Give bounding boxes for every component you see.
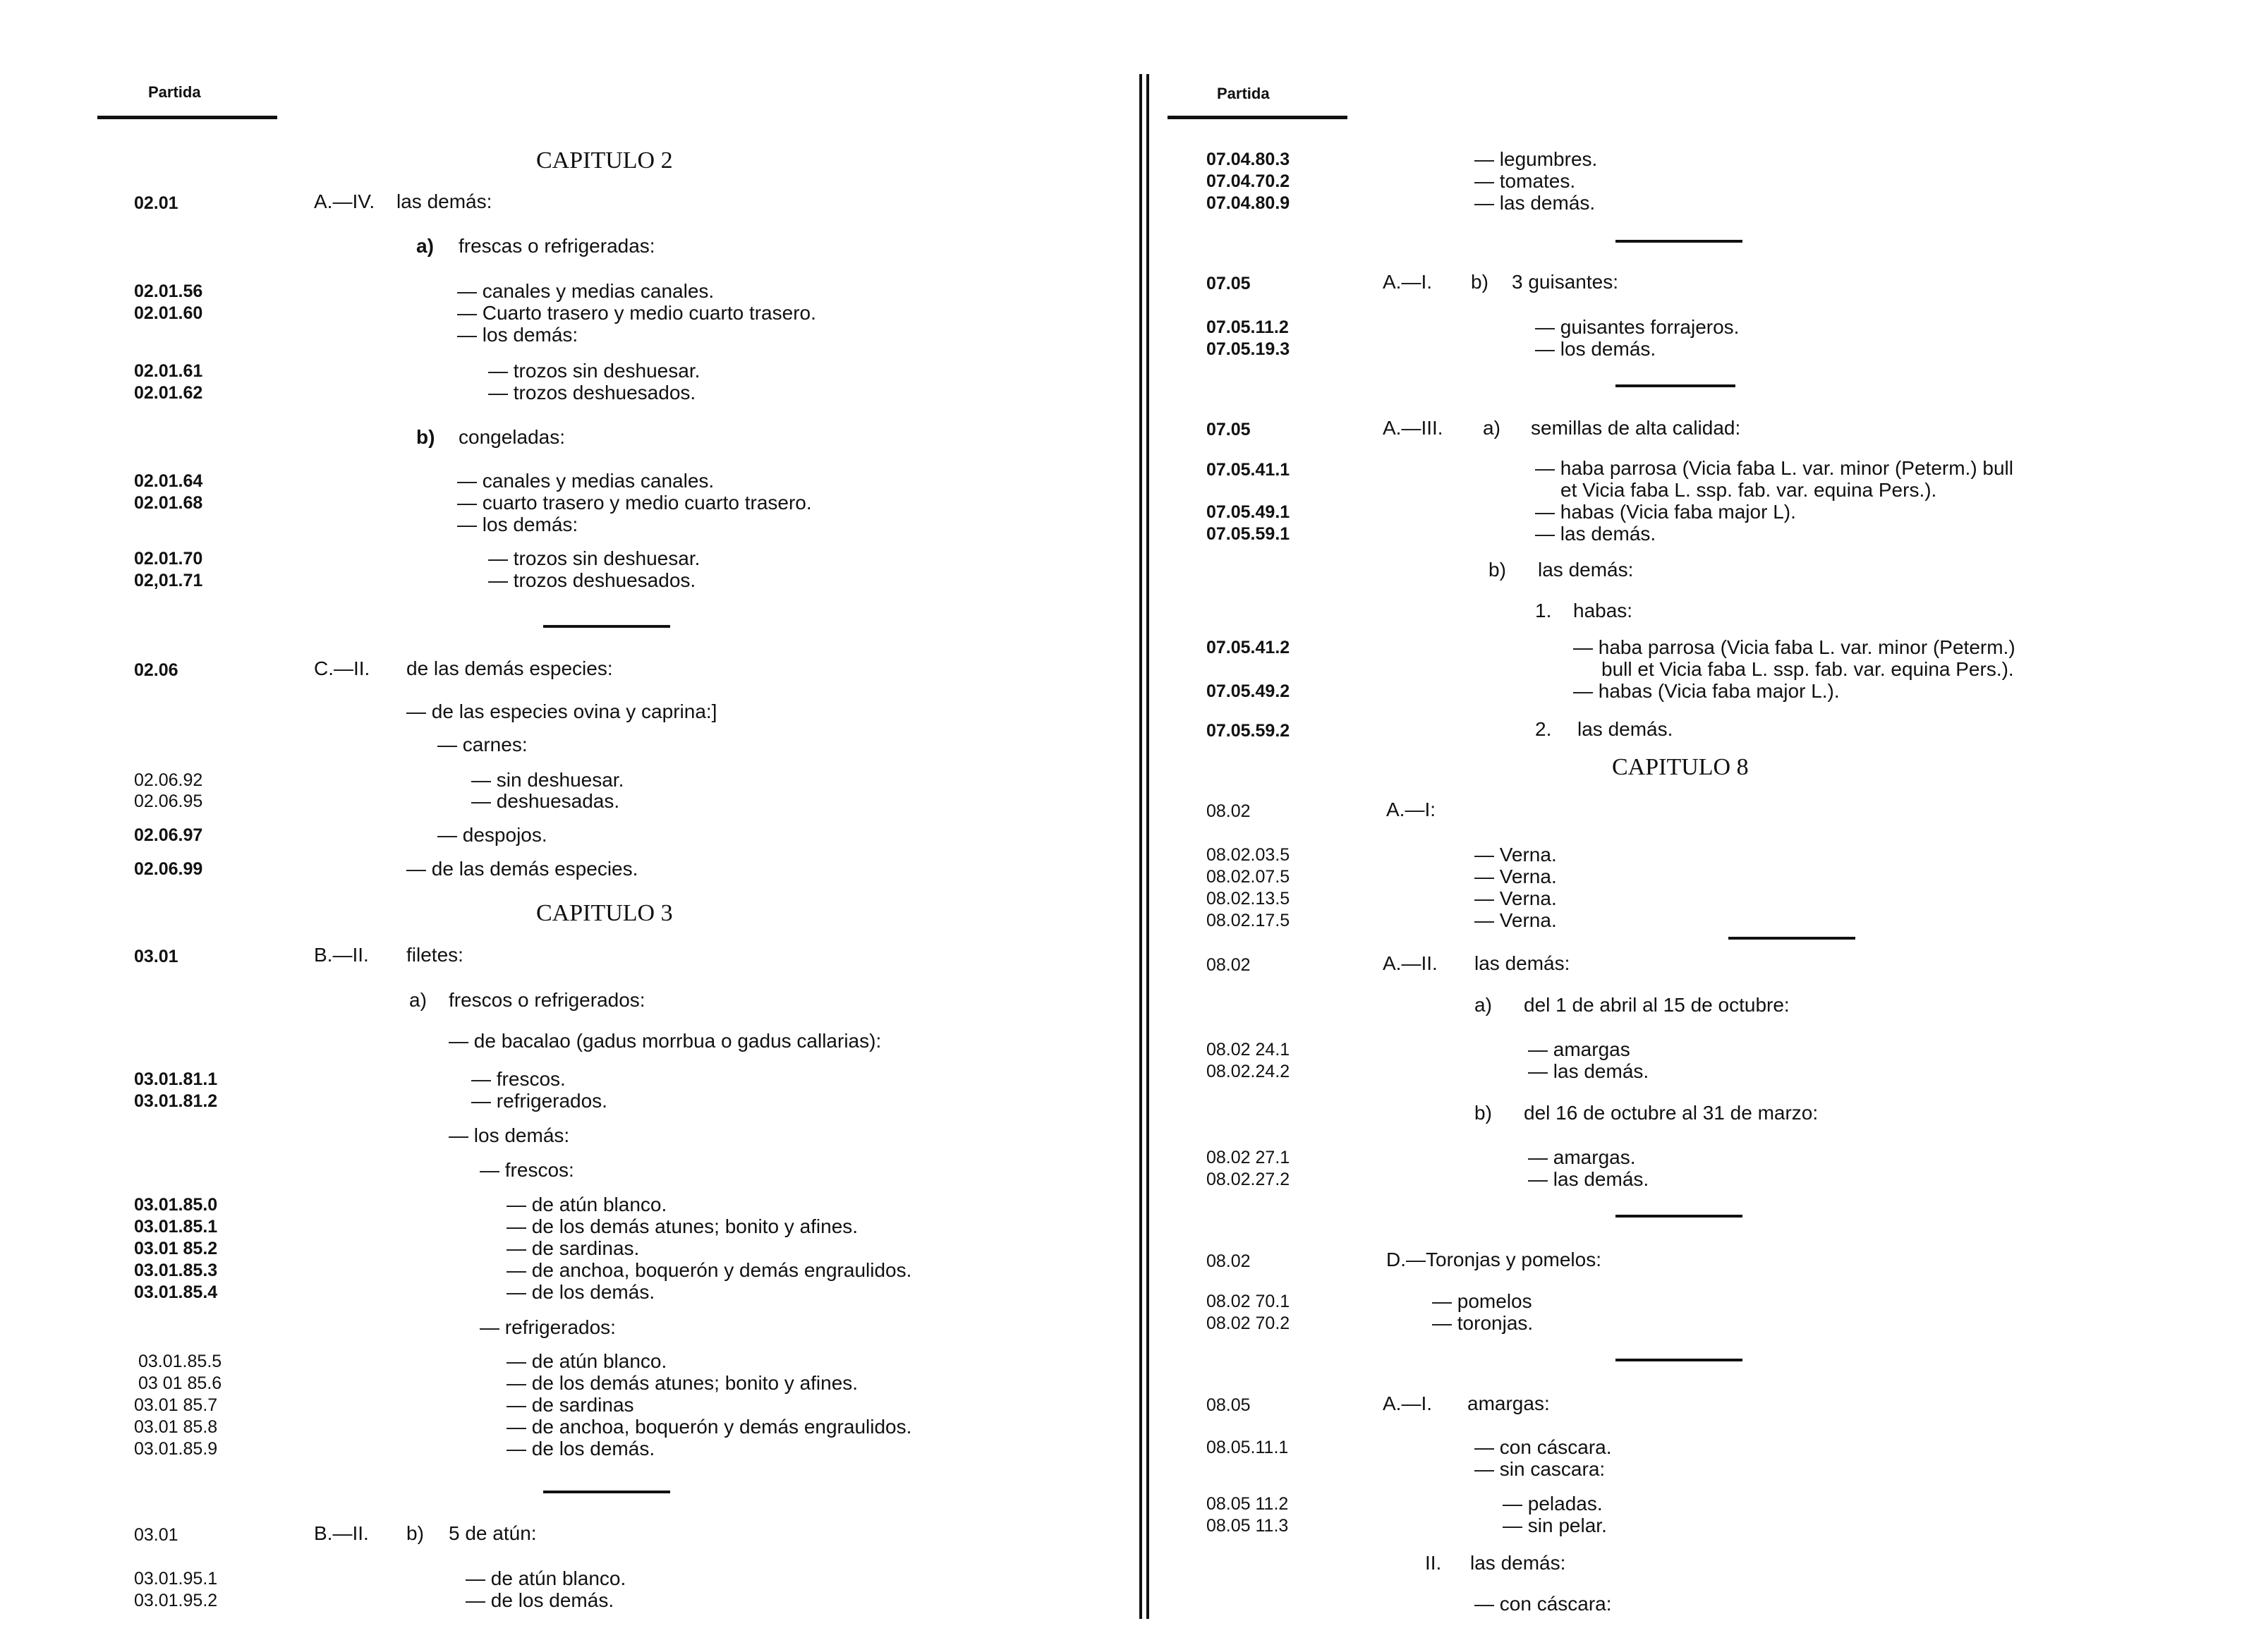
header-rule-left: [97, 116, 277, 119]
text-line: — refrigerados.: [471, 1090, 607, 1112]
code: 08.02.13.5: [1206, 889, 1290, 909]
section-label: B.—II.: [314, 944, 369, 966]
center-divider-line: [1146, 74, 1149, 1619]
text-line: — canales y medias canales.: [457, 280, 715, 302]
separator-rule: [1728, 937, 1855, 940]
code: 03.01.85.3: [134, 1261, 218, 1280]
item-letter: b): [1488, 559, 1506, 581]
partida-header-right: Partida: [1217, 85, 1270, 102]
code: 08.02 24.1: [1206, 1040, 1290, 1060]
text-line: — las demás.: [1535, 523, 1656, 545]
text-line: — de anchoa, boquerón y demás engraulidos.: [507, 1259, 912, 1281]
text-line: — pomelos: [1432, 1290, 1532, 1312]
text-line: — guisantes forrajeros.: [1535, 316, 1740, 338]
code: 03.01.95.2: [134, 1591, 218, 1610]
text-line: 5 de atún:: [449, 1522, 537, 1544]
section-label: A.—III.: [1383, 417, 1443, 439]
code: 07.05.49.1: [1206, 502, 1290, 522]
text-line: et Vicia faba L. ssp. fab. var. equina Pers.).: [1560, 479, 1937, 501]
code: 08.02.07.5: [1206, 867, 1290, 887]
code: 08.02 70.1: [1206, 1292, 1290, 1311]
text-line: — trozos sin deshuesar.: [488, 360, 701, 382]
text-line: — de las especies ovina y caprina:]: [406, 700, 717, 722]
code: 07.05.41.1: [1206, 460, 1290, 480]
text-line: — Verna.: [1474, 909, 1557, 931]
text-line: — trozos deshuesados.: [488, 569, 696, 591]
code: 02.06: [134, 660, 178, 680]
chapter-3-title: CAPITULO 3: [536, 900, 673, 926]
text-line: — de las demás especies.: [406, 858, 638, 880]
code: 02.01.70: [134, 549, 203, 569]
text-line: las demás:: [1470, 1552, 1566, 1574]
text-line: — trozos sin deshuesar.: [488, 547, 701, 569]
text-line: — las demás.: [1528, 1168, 1649, 1190]
separator-rule: [1615, 1359, 1742, 1361]
text-line: — amargas: [1528, 1038, 1630, 1060]
text-line: — de atún blanco.: [507, 1194, 667, 1215]
text-line: — sin cascara:: [1474, 1458, 1606, 1480]
text-line: — las demás.: [1528, 1060, 1649, 1082]
item-letter: b): [1471, 271, 1488, 293]
item-number: 2.: [1535, 718, 1552, 740]
item-number: 1.: [1535, 600, 1552, 621]
text-line: — Cuarto trasero y medio cuarto trasero.: [457, 302, 816, 324]
section-label: II.: [1425, 1552, 1442, 1574]
text-line: — frescos:: [480, 1159, 574, 1181]
text-line: las demás.: [1577, 718, 1673, 740]
text-line: — haba parrosa (Vicia faba L. var. minor (Peterm.) bull: [1535, 457, 2014, 479]
text-line: — los demás:: [457, 324, 578, 346]
code: 02.01.60: [134, 303, 203, 323]
text-line: — haba parrosa (Vicia faba L. var. minor (Peterm.): [1573, 636, 2015, 658]
code: 08.02.17.5: [1206, 911, 1290, 930]
code: 03.01 85.8: [134, 1417, 218, 1437]
text-line: — Verna.: [1474, 844, 1557, 866]
code: 07.05.59.1: [1206, 524, 1290, 544]
text-line: — cuarto trasero y medio cuarto trasero.: [457, 492, 812, 514]
text-line: filetes:: [406, 944, 463, 966]
code: 02.06.99: [134, 859, 203, 879]
text-line: — legumbres.: [1474, 148, 1598, 170]
code: 07.05.49.2: [1206, 681, 1290, 701]
code: 03.01.81.1: [134, 1069, 218, 1089]
text-line: — los demás.: [1535, 338, 1656, 360]
text-line: — amargas.: [1528, 1146, 1636, 1168]
text-line: — con cáscara:: [1474, 1593, 1612, 1615]
code: 08.02: [1206, 1251, 1251, 1271]
text-line: — frescos.: [471, 1068, 566, 1090]
text-line: 3 guisantes:: [1512, 271, 1618, 293]
text-line: amargas:: [1467, 1392, 1550, 1414]
text-line: — habas (Vicia faba major L.).: [1573, 680, 1840, 702]
code: 08.02.24.2: [1206, 1062, 1290, 1081]
text-line: — las demás.: [1474, 192, 1596, 214]
code: 02.01.56: [134, 281, 203, 301]
code: 03.01: [134, 1525, 178, 1545]
code: 08.05 11.3: [1206, 1516, 1289, 1536]
text-line: del 16 de octubre al 31 de marzo:: [1524, 1102, 1819, 1124]
code: 02,01.71: [134, 571, 203, 590]
text-line: las demás:: [396, 190, 492, 212]
text-line: — de sardinas: [507, 1394, 634, 1416]
text-line: — de los demás.: [466, 1589, 614, 1611]
code: 03.01 85.7: [134, 1395, 218, 1415]
text-line: frescas o refrigeradas:: [459, 235, 655, 257]
separator-rule: [1615, 1215, 1742, 1218]
section-label: C.—II.: [314, 657, 370, 679]
code: 08.02.27.2: [1206, 1170, 1290, 1189]
code: 07.05.19.3: [1206, 339, 1290, 359]
text-line: de las demás especies:: [406, 657, 613, 679]
code: 07.04.80.3: [1206, 150, 1290, 169]
code: 03 01 85.6: [138, 1373, 222, 1393]
item-letter: a): [416, 235, 434, 257]
chapter-2-title: CAPITULO 2: [536, 147, 673, 174]
code: 08.05 11.2: [1206, 1494, 1289, 1514]
separator-rule: [1615, 384, 1735, 387]
text-line: — refrigerados:: [480, 1316, 616, 1338]
text-line: — de sardinas.: [507, 1237, 640, 1259]
code: 08.05: [1206, 1395, 1251, 1415]
text-line: congeladas:: [459, 426, 566, 448]
text-line: — sin deshuesar.: [471, 769, 624, 791]
separator-rule: [543, 1491, 670, 1493]
text-line: — sin pelar.: [1503, 1515, 1607, 1536]
item-letter: a): [1483, 417, 1500, 439]
code: 07.05: [1206, 274, 1251, 293]
text-line: — trozos deshuesados.: [488, 382, 696, 403]
code: 08.05.11.1: [1206, 1438, 1289, 1457]
text-line: — de los demás.: [507, 1281, 655, 1303]
item-letter: b): [416, 426, 435, 448]
text-line: habas:: [1573, 600, 1633, 621]
item-letter: b): [1474, 1102, 1492, 1124]
code: 07.05.59.2: [1206, 721, 1290, 741]
code: 08.02 70.2: [1206, 1313, 1290, 1333]
text-line: — de atún blanco.: [466, 1567, 626, 1589]
code: 02.06.97: [134, 825, 203, 845]
code: 03.01: [134, 947, 178, 966]
code: 03.01.85.5: [138, 1352, 222, 1371]
code: 08.02: [1206, 801, 1251, 821]
text-line: — canales y medias canales.: [457, 470, 715, 492]
text-line: — de los demás atunes; bonito y afines.: [507, 1372, 859, 1394]
item-letter: a): [409, 989, 427, 1011]
code: 03.01 85.2: [134, 1239, 218, 1258]
text-line: las demás:: [1538, 559, 1634, 581]
section-label: A.—I.: [1383, 271, 1433, 293]
text-line: bull et Vicia faba L. ssp. fab. var. equina Pers.).: [1601, 658, 2014, 680]
code: 02.06.92: [134, 770, 203, 790]
code: 07.04.70.2: [1206, 171, 1290, 191]
separator-rule: [1615, 240, 1742, 243]
separator-rule: [543, 625, 670, 628]
item-letter: a): [1474, 994, 1492, 1016]
text-line: — con cáscara.: [1474, 1436, 1612, 1458]
code: 02.01.68: [134, 493, 203, 513]
code: 02.01: [134, 193, 178, 213]
code: 02.06.95: [134, 791, 203, 811]
text-line: — de atún blanco.: [507, 1350, 667, 1372]
partida-header-left: Partida: [148, 83, 201, 101]
code: 03.01.81.2: [134, 1091, 218, 1111]
text-line: — peladas.: [1503, 1493, 1603, 1515]
code: 02.01.64: [134, 471, 203, 491]
text-line: — despojos.: [437, 824, 547, 846]
text-line: del 1 de abril al 15 de octubre:: [1524, 994, 1790, 1016]
text-line: — habas (Vicia faba major L).: [1535, 501, 1796, 523]
text-line: semillas de alta calidad:: [1531, 417, 1741, 439]
text-line: — tomates.: [1474, 170, 1576, 192]
text-line: — carnes:: [437, 734, 528, 755]
code: 07.05.11.2: [1206, 317, 1289, 337]
text-line: — toronjas.: [1432, 1312, 1534, 1334]
chapter-8-title: CAPITULO 8: [1612, 754, 1749, 780]
text-line: — de bacalao (gadus morrbua o gadus callarias):: [449, 1030, 882, 1052]
code: 03.01.85.9: [134, 1439, 218, 1459]
text-line: frescos o refrigerados:: [449, 989, 645, 1011]
section-label: B.—II.: [314, 1522, 369, 1544]
code: 03.01.85.1: [134, 1217, 218, 1237]
section-label: A.—I:: [1386, 799, 1436, 820]
text-line: — los demás:: [457, 514, 578, 535]
section-label: D.—Toronjas y pomelos:: [1386, 1249, 1602, 1270]
code: 03.01.95.1: [134, 1569, 218, 1589]
code: 07.04.80.9: [1206, 193, 1290, 213]
text-line: — Verna.: [1474, 866, 1557, 887]
code: 08.02 27.1: [1206, 1148, 1290, 1167]
section-label: A.—II.: [1383, 952, 1438, 974]
text-line: las demás:: [1474, 952, 1570, 974]
item-letter: b): [406, 1522, 424, 1544]
code: 08.02: [1206, 955, 1251, 975]
text-line: — de los demás atunes; bonito y afines.: [507, 1215, 859, 1237]
section-label: A.—I.: [1383, 1392, 1433, 1414]
header-rule-right: [1168, 116, 1347, 119]
text-line: — deshuesadas.: [471, 790, 620, 812]
code: 02.01.62: [134, 383, 203, 403]
text-line: — de los demás.: [507, 1438, 655, 1459]
code: 07.05.41.2: [1206, 638, 1290, 657]
code: 08.02.03.5: [1206, 845, 1290, 865]
code: 03.01.85.4: [134, 1282, 218, 1302]
text-line: — los demás:: [449, 1124, 570, 1146]
code: 02.01.61: [134, 361, 203, 381]
text-line: — Verna.: [1474, 887, 1557, 909]
text-line: — de anchoa, boquerón y demás engraulidos.: [507, 1416, 912, 1438]
code: 03.01.85.0: [134, 1195, 218, 1215]
center-divider-line: [1139, 74, 1142, 1619]
section-label: A.—IV.: [314, 190, 375, 212]
code: 07.05: [1206, 420, 1251, 439]
